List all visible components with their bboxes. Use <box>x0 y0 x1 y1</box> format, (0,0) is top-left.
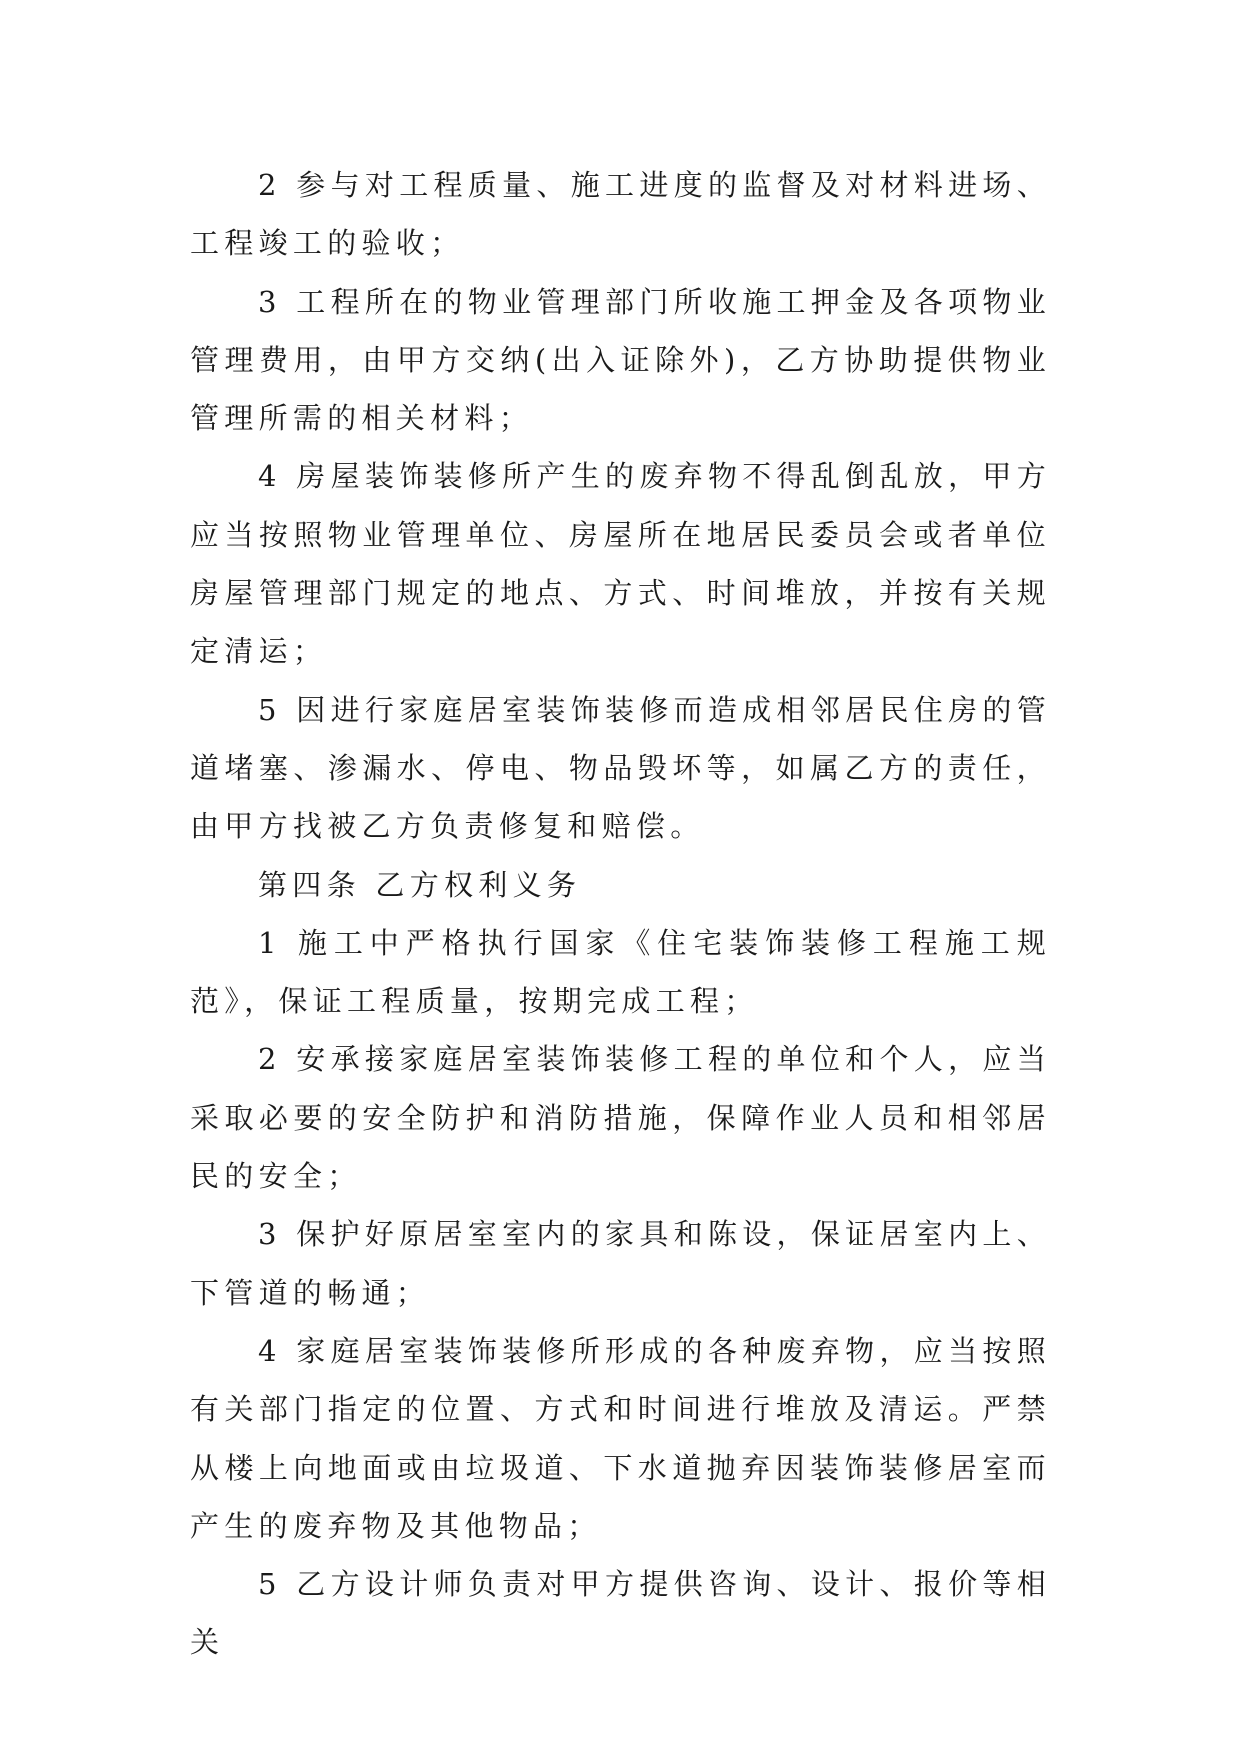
section-heading-article-4: 第四条 乙方权利义务 <box>258 867 582 902</box>
document-body <box>190 156 1051 1672</box>
paragraph-item-1-construction-standard: 1 施工中严格执行国家《住宅装饰装修工程施工规范》，保证工程质量，按期完成工程； <box>190 925 1051 1019</box>
paragraph-item-5-damage-liability: 5 因进行家庭居室装饰装修而造成相邻居民住房的管道堵塞、渗漏水、停电、物品毁坏等，如属乙方的责任，由甲方找被乙方负责修复和赔偿。 <box>190 692 1051 844</box>
paragraph-item-3-property-fees: 3 工程所在的物业管理部门所收施工押金及各项物业管理费用，由甲方交纳(出入证除外)，乙方协助提供物业管理所需的相关材料； <box>190 284 1051 436</box>
paragraph-item-4-waste-disposal: 4 房屋装饰装修所产生的废弃物不得乱倒乱放，甲方应当按照物业管理单位、房屋所在地居民委员会或者单位房屋管理部门规定的地点、方式、时间堆放，并按有关规定清运； <box>190 459 1051 669</box>
paragraph-item-5-designer-duties: 5 乙方设计师负责对甲方提供咨询、设计、报价等相关 <box>190 1567 1051 1660</box>
paragraph-item-3-protect-furniture: 3 保护好原居室室内的家具和陈设，保证居室内上、下管道的畅通； <box>190 1217 1051 1310</box>
paragraph-item-2-safety-measures: 2 安承接家庭居室装饰装修工程的单位和个人，应当采取必要的安全防护和消防措施，保障作业人员和相邻居民的安全； <box>190 1042 1051 1194</box>
paragraph-item-4-waste-handling: 4 家庭居室装饰装修所形成的各种废弃物，应当按照有关部门指定的位置、方式和时间进行堆放及清运。严禁从楼上向地面或由垃圾道、下水道抛弃因装饰装修居室而产生的废弃物及其他物品； <box>190 1333 1051 1543</box>
paragraph-item-2-supervision: 2 参与对工程质量、施工进度的监督及对材料进场、工程竣工的验收； <box>190 168 1051 261</box>
